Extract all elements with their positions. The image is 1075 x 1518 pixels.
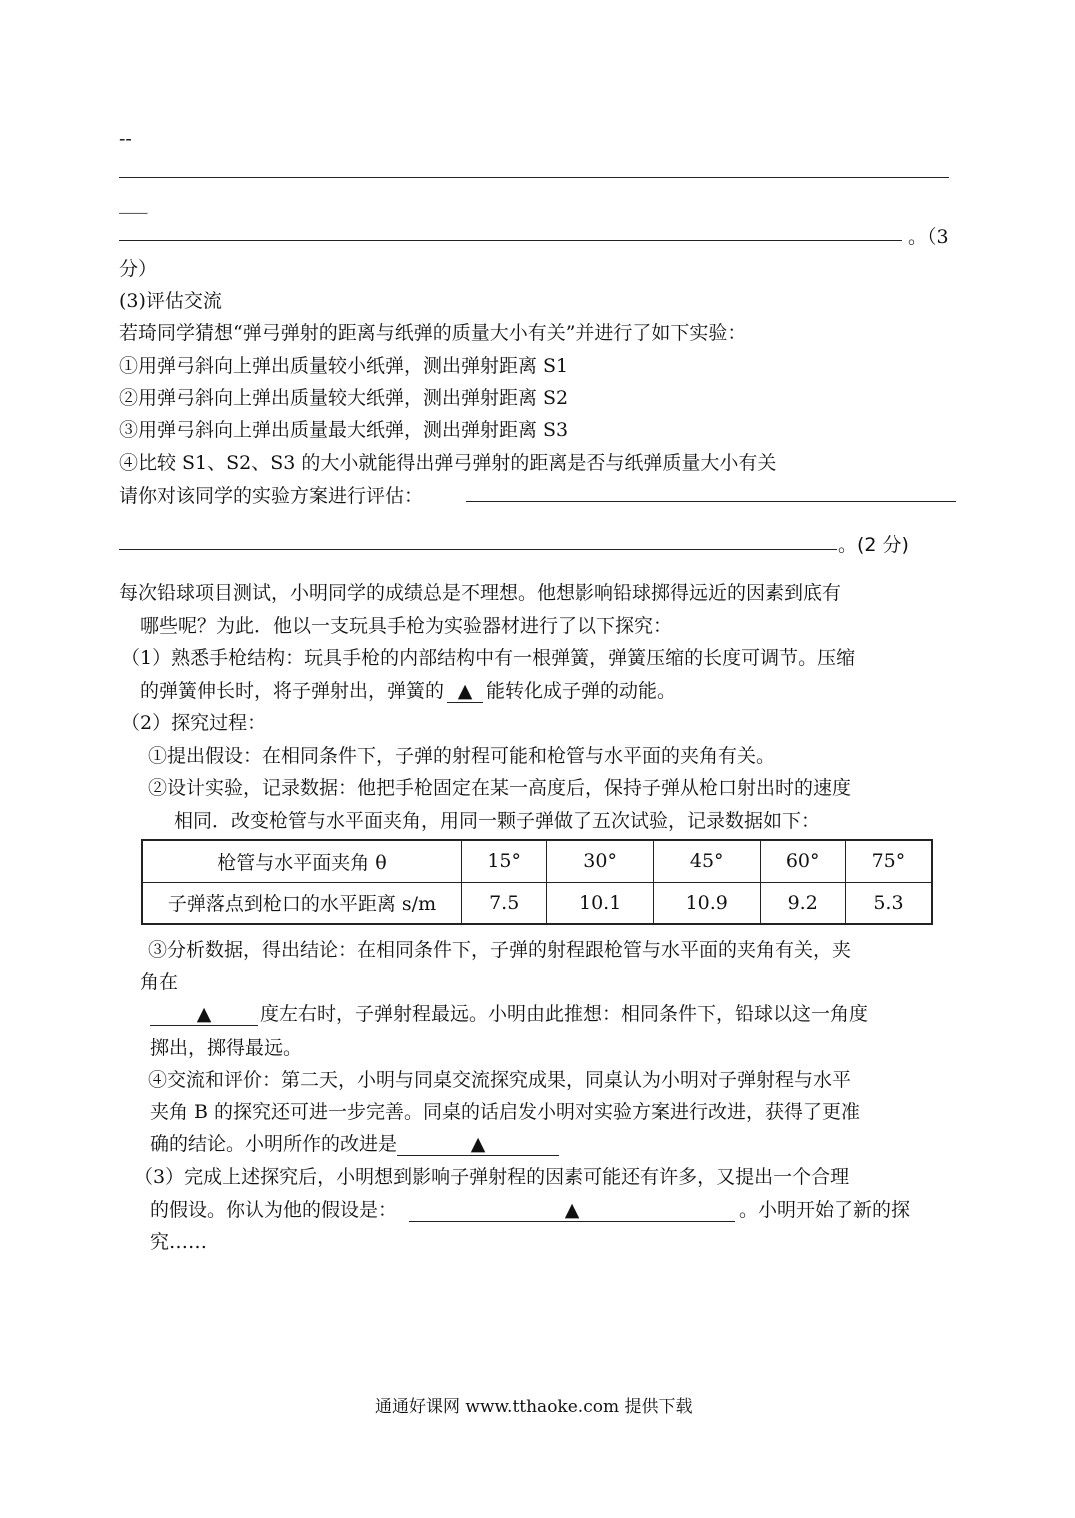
triangle-mark: ▲	[196, 1003, 212, 1025]
blank-best-angle[interactable]	[150, 1004, 258, 1026]
answer-line-2	[119, 240, 902, 241]
eval-answer-line-2	[119, 549, 837, 550]
table-cell: 75°	[845, 840, 932, 882]
eval-step-1: ①用弹弓斜向上弹出质量较小纸弹，测出弹射距离 S1	[119, 355, 569, 377]
q-hypothesis: ①提出假设：在相同条件下，子弹的射程可能和枪管与水平面的夹角有关。	[148, 745, 776, 767]
eval-step-2: ②用弹弓斜向上弹出质量较大纸弹，测出弹射距离 S2	[119, 387, 569, 409]
blank-hypothesis[interactable]	[409, 1200, 735, 1222]
score-mark: 。（3	[908, 226, 949, 248]
eval-heading: (3)评估交流	[119, 290, 222, 312]
blank-energy-type[interactable]	[447, 681, 483, 703]
table-cell: 45°	[653, 840, 760, 882]
q-analysis-2: 角在	[140, 971, 179, 993]
triangle-mark: ▲	[564, 1199, 580, 1221]
eval-prompt: 请你对该同学的实验方案进行评估：	[119, 485, 424, 507]
table-cell: 9.2	[760, 882, 845, 924]
q-analysis-1: ③分析数据，得出结论：在相同条件下，子弹的射程跟枪管与水平面的夹角有关，夹	[148, 939, 852, 961]
table-cell: 5.3	[845, 882, 932, 924]
eval-intro: 若琦同学猜想“弹弓弹射的距离与纸弹的质量大小有关”并进行了如下实验：	[119, 322, 747, 344]
blank-improvement[interactable]	[397, 1134, 559, 1156]
q-design-2: 相同．改变枪管与水平面夹角，用同一颗子弹做了五次试验，记录数据如下：	[174, 810, 821, 832]
answer-line-1	[119, 177, 949, 178]
triangle-mark: ▲	[470, 1133, 486, 1155]
table-header-angle: 枪管与水平面夹角 θ	[142, 840, 462, 882]
q-analysis-3-post: 度左右时，子弹射程最远。小明由此推想：相同条件下，铅球以这一角度	[260, 1003, 869, 1025]
table-cell: 10.9	[653, 882, 760, 924]
table-cell: 10.1	[547, 882, 654, 924]
q-part3-1: （3）完成上述探究后，小明想到影响子弹射程的因素可能还有许多，又提出一个合理	[134, 1166, 850, 1188]
q-part3-2-pre: 的假设。你认为他的假设是：	[150, 1199, 398, 1221]
q-exchange-2: 夹角 B 的探究还可进一步完善。同桌的话启发小明对实验方案进行改进，获得了更准	[150, 1101, 861, 1123]
table-row	[142, 882, 932, 924]
score-tail: 分）	[119, 258, 158, 280]
q-part1-2	[140, 676, 676, 703]
eval-answer-line-1	[466, 501, 956, 502]
table-cell: 7.5	[462, 882, 547, 924]
q-intro-2: 哪些呢？为此．他以一支玩具手枪为实验器材进行了以下探究：	[140, 615, 673, 637]
table-cell: 60°	[760, 840, 845, 882]
dash-short: --	[119, 128, 132, 150]
footer-text: 通通好课网 www.tthaoke.com 提供下载	[375, 1397, 693, 1417]
data-table	[141, 839, 933, 925]
eval-step-3: ③用弹弓斜向上弹出质量最大纸弹，测出弹射距离 S3	[119, 419, 569, 441]
q-part3-3: 究……	[150, 1231, 208, 1253]
triangle-mark: ▲	[457, 680, 473, 702]
dash-mid: ___	[119, 192, 148, 214]
q-part1-1: （1）熟悉手枪结构：玩具手枪的内部结构中有一根弹簧，弹簧压缩的长度可调节。压缩	[121, 647, 856, 669]
q-exchange-1: ④交流和评价：第二天，小明与同桌交流探究成果，同桌认为小明对子弹射程与水平	[148, 1069, 852, 1091]
q-part2-heading: （2）探究过程：	[121, 712, 267, 734]
table-row	[142, 840, 932, 882]
q-exchange-3	[150, 1129, 559, 1156]
q-intro-1: 每次铅球项目测试，小明同学的成绩总是不理想。他想影响铅球掷得远近的因素到底有	[119, 582, 842, 604]
q-part3-2	[150, 1195, 910, 1222]
eval-score: 。(2 分)	[838, 534, 909, 556]
eval-step-4: ④比较 S1、S2、S3 的大小就能得出弹弓弹射的距离是否与纸弹质量大小有关	[119, 452, 777, 474]
q-analysis-4: 掷出，掷得最远。	[150, 1037, 303, 1059]
table-cell: 15°	[462, 840, 547, 882]
q-part3-2-post: 。小明开始了新的探	[739, 1199, 911, 1221]
q-part1-2-pre: 的弹簧伸长时，将子弹射出，弹簧的	[140, 680, 445, 702]
q-exchange-3-pre: 确的结论。小明所作的改进是	[150, 1133, 398, 1155]
q-part1-2-post: 能转化成子弹的动能。	[486, 680, 677, 702]
table-header-distance: 子弹落点到枪口的水平距离 s/m	[142, 882, 462, 924]
q-analysis-3	[150, 999, 868, 1026]
q-design-1: ②设计实验，记录数据：他把手枪固定在某一高度后，保持子弹从枪口射出时的速度	[148, 777, 852, 799]
table-cell: 30°	[547, 840, 654, 882]
